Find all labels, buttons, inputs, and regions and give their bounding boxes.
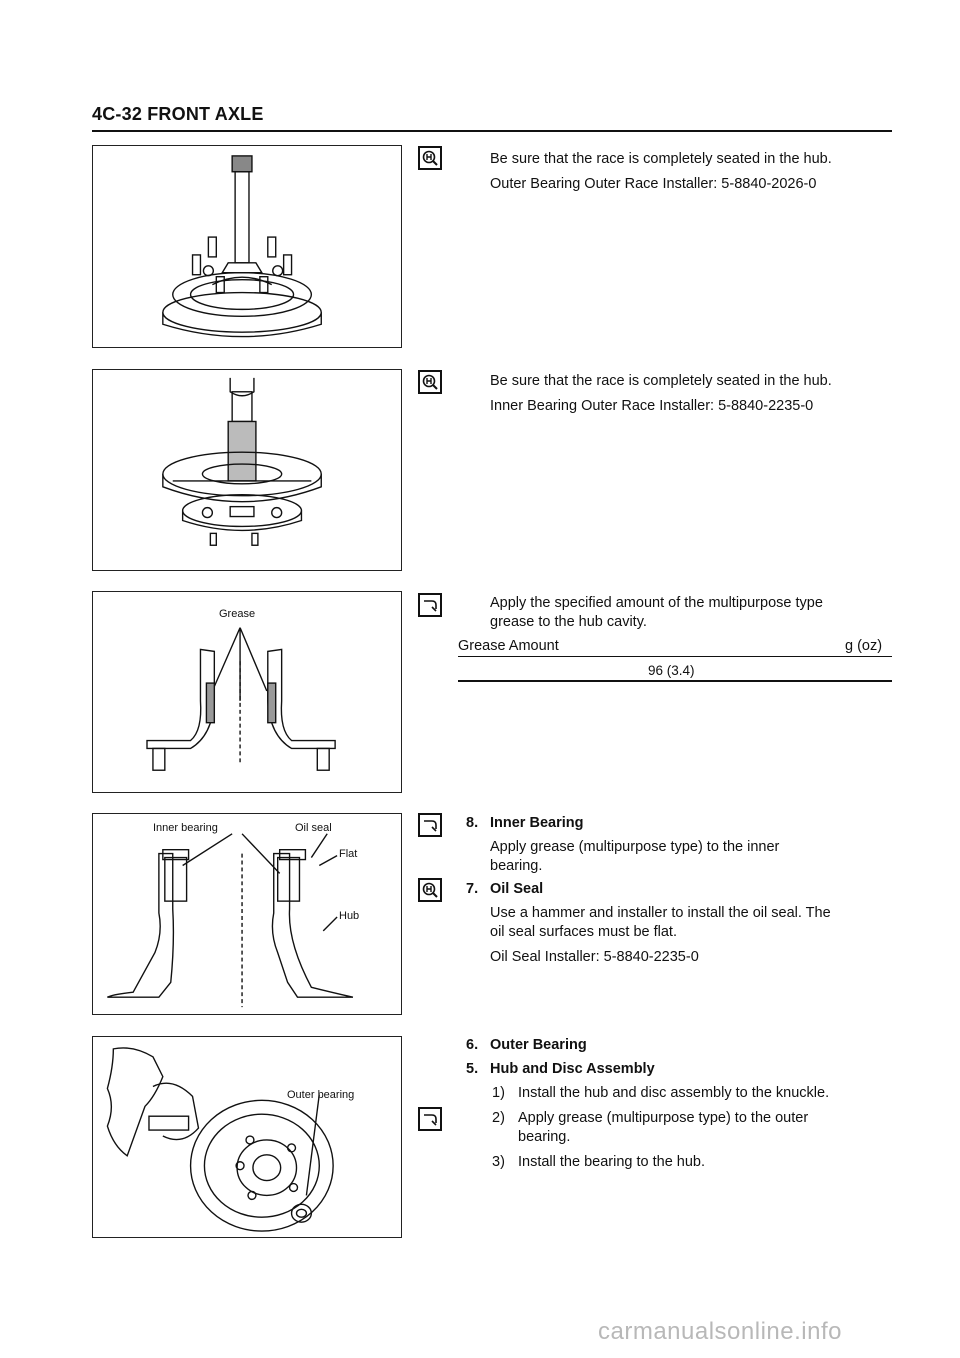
grease-amount-unit: g (oz) <box>845 638 883 654</box>
installer-tool-icon <box>418 370 442 394</box>
oil-seal-label: Oil seal <box>295 822 332 834</box>
inner-race-installer-illustration <box>93 370 401 570</box>
grease-icon <box>418 1107 442 1131</box>
installer-tool-icon <box>418 878 442 902</box>
hub-disc-assembly-illustration <box>93 1037 401 1237</box>
substep2-line1: Apply grease (multipurpose type) to the outer <box>518 1110 809 1126</box>
grease-amount-label: Grease Amount <box>458 638 559 654</box>
step7-body2: oil seal surfaces must be flat. <box>490 924 677 940</box>
substep3-line1: Install the bearing to the hub. <box>518 1154 706 1170</box>
grease-label: Grease <box>219 608 256 620</box>
grease-cavity-illustration <box>93 592 401 792</box>
figure-hub-disc-assembly <box>92 1036 402 1238</box>
inner-bearing-label: Inner bearing <box>153 822 218 834</box>
watermark: carmanualsonline.info <box>598 1318 842 1345</box>
table-rule-bottom <box>458 680 892 682</box>
outer-race-installer-illustration <box>93 146 401 347</box>
figure-inner-race-installer <box>92 369 402 571</box>
grease-icon <box>418 593 442 617</box>
step7-body3: Oil Seal Installer: 5-8840-2235-0 <box>490 949 699 965</box>
substep2-number: 2) <box>492 1110 505 1126</box>
step6-number: 6. <box>466 1037 479 1053</box>
step5-number: 5. <box>466 1061 479 1077</box>
section3-line1: Apply the specified amount of the multipurpose type <box>490 595 823 611</box>
step6-title: Outer Bearing <box>490 1037 587 1053</box>
section3-line2: grease to the hub cavity. <box>490 614 647 630</box>
step7-body1: Use a hammer and installer to install the oil seal. The <box>490 905 831 921</box>
figure-outer-race-installer <box>92 145 402 348</box>
step8-title: Inner Bearing <box>490 815 584 831</box>
section1-line2: Outer Bearing Outer Race Installer: 5-8840-2026-0 <box>490 176 817 192</box>
step8-body1: Apply grease (multipurpose type) to the inner <box>490 839 780 855</box>
step8-number: 8. <box>466 815 479 831</box>
installer-tool-icon <box>418 146 442 170</box>
flat-label: Flat <box>339 848 358 860</box>
header-rule <box>92 130 892 132</box>
outer-bearing-label: Outer bearing <box>287 1089 355 1101</box>
substep2-line2: bearing. <box>518 1129 571 1145</box>
step7-number: 7. <box>466 881 479 897</box>
section2-line2: Inner Bearing Outer Race Installer: 5-8840-2235-0 <box>490 398 814 414</box>
section2-line1: Be sure that the race is completely seated in the hub. <box>490 373 832 389</box>
grease-amount-value: 96 (3.4) <box>648 663 695 678</box>
step7-title: Oil Seal <box>490 881 544 897</box>
section1-line1: Be sure that the race is completely seated in the hub. <box>490 151 832 167</box>
table-rule-top <box>458 656 892 657</box>
page-title: 4C-32 FRONT AXLE <box>92 104 264 124</box>
substep1-number: 1) <box>492 1085 505 1101</box>
substep1-line1: Install the hub and disc assembly to the knuckle. <box>518 1085 830 1101</box>
figure-grease-cavity <box>92 591 402 793</box>
hub-label: Hub <box>339 910 360 922</box>
substep3-number: 3) <box>492 1154 505 1170</box>
grease-icon <box>418 813 442 837</box>
step5-title: Hub and Disc Assembly <box>490 1061 655 1077</box>
step8-body2: bearing. <box>490 858 543 874</box>
figure-inner-bearing-oil-seal <box>92 813 402 1015</box>
